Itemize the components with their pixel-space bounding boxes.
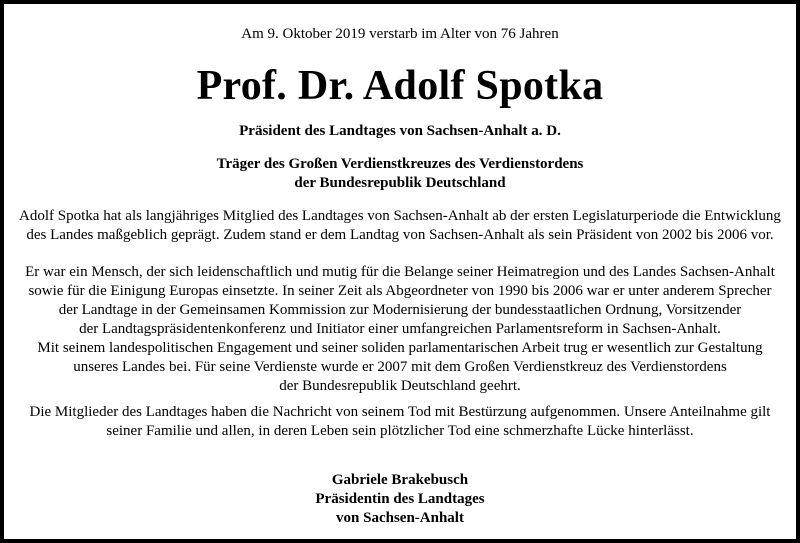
paragraph-career [4,207,796,245]
text-line: Er war ein Mensch, der sich leidenschaftlich und mutig für die Belange seiner Heimatregion und des Landes Sachsen-Anhalt [25,264,775,280]
paragraph-tribute [4,263,796,396]
intro-line: Am 9. Oktober 2019 verstarb im Alter von 76 Jahren [241,26,559,42]
text-line: der Landtagspräsidentenkonferenz und Initiator einer umfangreichen Parlamentsreform in Sachsen-Anhalt. [79,321,721,337]
text-line: des Landes maßgeblich geprägt. Zudem stand er dem Landtag von Sachsen-Anhalt als sein Präsident von 2002 bis 2006 vor. [26,227,774,243]
honor-line: der Bundesrepublik Deutschland [294,175,506,191]
honor-line: Träger des Großen Verdienstkreuzes des Verdienstordens [216,156,584,172]
text-line: der Bundesrepublik Deutschland geehrt. [279,378,521,394]
text-line: der Landtage in der Gemeinsamen Kommission zur Modernisierung der bundesstaatlichen Ordnung, Vorsitzender [58,302,742,318]
paragraph-condolence [4,403,796,441]
text-line: Adolf Spotka hat als langjähriges Mitglied des Landtages von Sachsen-Anhalt ab der ersten Legislaturperiode die Entwicklung [19,208,781,224]
former-title: Präsident des Landtages von Sachsen-Anhalt a. D. [239,123,561,139]
deceased-name: Prof. Dr. Adolf Spotka [196,63,604,109]
signatory-role: Präsidentin des Landtages [315,491,485,507]
honor-block [4,155,796,193]
text-line: seiner Familie und allen, in deren Leben sein plötzlicher Tod eine schmerzhafte Lücke hinterlässt. [106,423,694,439]
text-line: Mit seinem landespolitischen Engagement und seiner soliden parlamentarischen Arbeit trug er wesentlich zur Gestaltung [37,340,763,356]
signatory-organization: von Sachsen-Anhalt [336,510,464,526]
text-line: Die Mitglieder des Landtages haben die Nachricht von seinem Tod mit Bestürzung aufgenommen. Unsere Anteilnahme gilt [29,404,771,420]
signatory-name: Gabriele Brakebusch [331,472,469,488]
signature-block [4,471,796,528]
text-line: sowie für die Einigung Europas einsetzte. In seiner Zeit als Abgeordneter von 1990 bis 2006 war er unter anderem Sprecher [28,283,772,299]
text-line: unseres Landes bei. Für seine Verdienste wurde er 2007 mit dem Großen Verdienstkreuz des Verdienstordens [73,359,727,375]
